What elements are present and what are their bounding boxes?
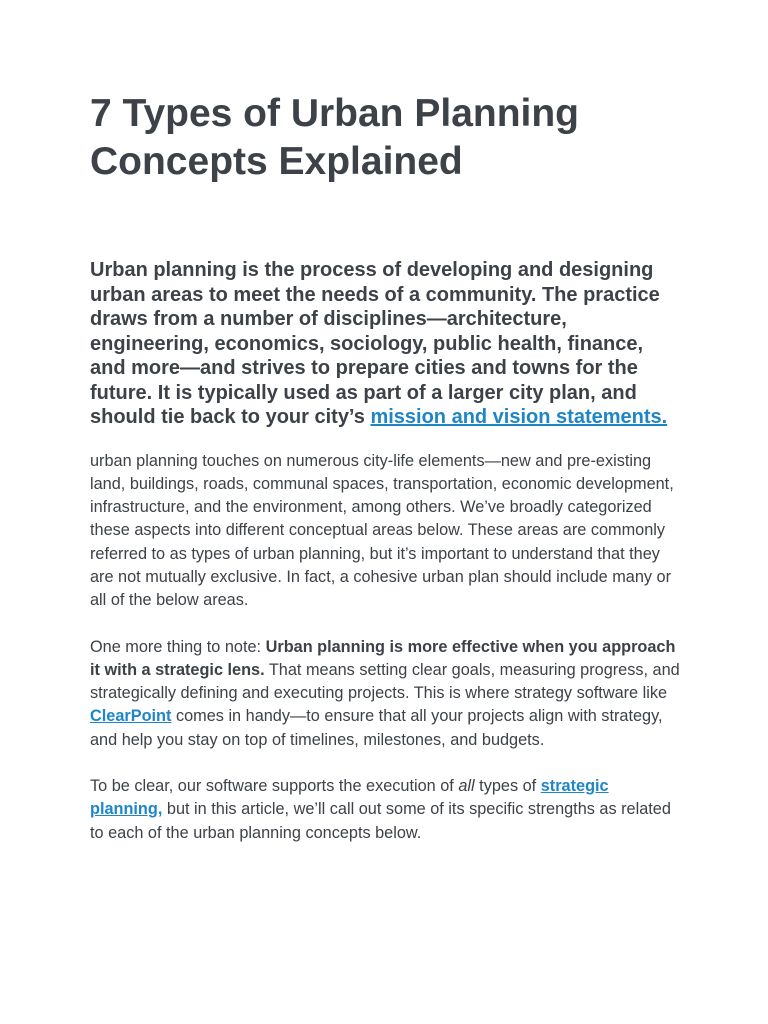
article bbox=[90, 90, 682, 845]
paragraph-2-text-2: comes in handy—to ensure that all your projects align with strategy, and help you stay on top of timelines, milestones, and budgets. bbox=[90, 707, 663, 749]
lead-text: Urban planning is the process of developing and designing urban areas to meet the needs of a community. The practice draws from a number of disciplines—architecture, engineering, economics, sociology, public health, finance, and more—and strives to prepare cities and towns for the future. It is typically used as part of a larger city plan, and should tie back to your city’s bbox=[90, 259, 660, 428]
paragraph-3-text-3: but in this article, we’ll call out some of its specific strengths as related to each of the urban planning concepts below. bbox=[90, 800, 671, 842]
lead-paragraph bbox=[90, 258, 682, 430]
paragraph-3-text-1: To be clear, our software supports the execution of bbox=[90, 777, 459, 796]
body-paragraph-2 bbox=[90, 636, 682, 752]
clearpoint-link[interactable]: ClearPoint bbox=[90, 707, 172, 726]
mission-vision-link[interactable]: mission and vision statements. bbox=[370, 406, 668, 428]
paragraph-2-text-1: That means setting clear goals, measuring progress, and strategically defining and executing projects. This is where strategy software like bbox=[90, 660, 680, 703]
paragraph-2-intro: One more thing to note: bbox=[90, 637, 266, 656]
paragraph-3-italic: all bbox=[458, 777, 475, 796]
paragraph-3-text-2: types of bbox=[474, 777, 541, 796]
page-title: 7 Types of Urban Planning Concepts Explained bbox=[90, 92, 580, 183]
body-paragraph-1: urban planning touches on numerous city-life elements—new and pre-existing land, buildings, roads, communal spaces, transportation, economic development, infrastructure, and the environment, among others. We’ve broadly categorized these aspects into different conceptual areas below. These areas are commonly referred to as types of urban planning, but it’s important to understand that they are not mutually exclusive. In fact, a cohesive urban plan should include many or all of the below areas. bbox=[90, 451, 674, 610]
paragraph-2-bold: Urban planning is more effective when you approach it with a strategic lens. bbox=[90, 637, 676, 679]
strategic-planning-link[interactable]: strategic planning, bbox=[90, 777, 609, 819]
body-paragraph-3 bbox=[90, 775, 682, 845]
